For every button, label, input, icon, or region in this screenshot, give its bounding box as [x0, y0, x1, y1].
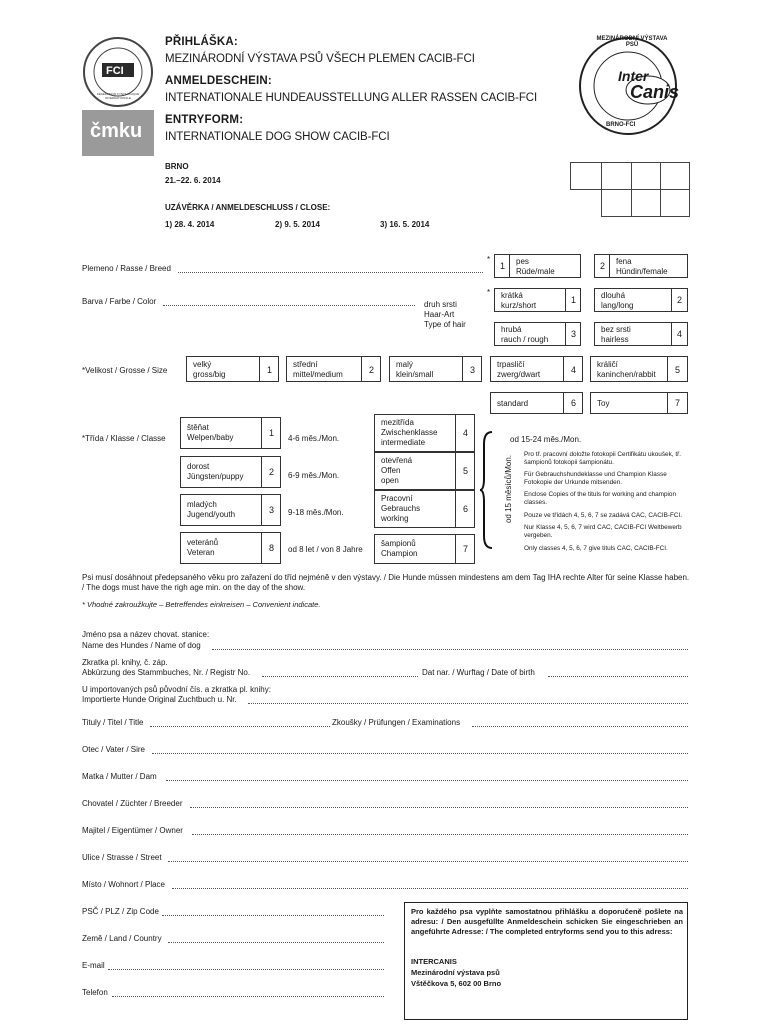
option-size-medium-num[interactable]: 2: [361, 356, 381, 382]
office-cell: [570, 162, 602, 190]
subtitle-cz: MEZINÁRODNÍ VÝSTAVA PSŮ VŠECH PLEMEN CACIB-FCI: [165, 53, 475, 65]
title-en: ENTRYFORM:: [165, 114, 244, 126]
option-male[interactable]: pes Rüde/male: [509, 254, 581, 278]
asterisk: *: [487, 288, 491, 297]
class-note-6: Only classes 4, 5, 6, 7 give tituls CAC, CACIB-FCI.: [524, 545, 668, 552]
close-date-2: 2) 9. 5. 2014: [275, 220, 320, 229]
intercanis-bottom: BRNO-FCI: [606, 122, 636, 128]
option-size-toy-num[interactable]: 7: [667, 392, 688, 414]
option-female[interactable]: fena Hündin/female: [609, 254, 688, 278]
event-city: BRNO: [165, 162, 189, 171]
option-class-puppy[interactable]: dorost Jüngsten/puppy: [180, 456, 262, 488]
option-size-dwarf[interactable]: trpasličí zwerg/dwart: [490, 356, 564, 382]
title-cz: PŘIHLÁŠKA:: [165, 36, 238, 48]
zip-label: PSČ / PLZ / Zip Code: [82, 907, 159, 916]
phone-input[interactable]: [112, 996, 384, 997]
event-dates: 21.–22. 6. 2014: [165, 176, 221, 185]
class-age-range: od 15-24 měs./Mon.: [510, 435, 582, 444]
option-size-dwarf-num[interactable]: 4: [563, 356, 583, 382]
option-class-veteran-num[interactable]: 8: [261, 532, 281, 564]
breeder-input[interactable]: [190, 807, 688, 808]
color-input-line[interactable]: [163, 305, 415, 306]
class-note-5: Nur Klasse 4, 5, 6, 7 wird CAC, CACIB-FCI Weltbewerb vergeben.: [524, 524, 682, 539]
dob-label: Dat nar. / Wurftag / Date of birth: [422, 668, 535, 677]
option-rough[interactable]: hrubá rauch / rough: [494, 322, 566, 346]
intercanis-inter: Inter: [618, 68, 649, 84]
dob-input[interactable]: [548, 676, 688, 677]
color-label: Barva / Farbe / Color: [82, 297, 157, 306]
class-brace: [480, 430, 494, 550]
office-cell: [601, 162, 632, 190]
option-short-num[interactable]: 1: [565, 288, 581, 312]
cmku-logo: [82, 110, 154, 156]
option-size-standard-num[interactable]: 6: [563, 392, 583, 414]
street-input[interactable]: [168, 861, 688, 862]
circle-hint: * Vhodné zakroužkujte – Betreffendes einkreisen – Convenient indicate.: [82, 600, 321, 609]
close-label: UZÁVĚRKA / ANMELDESCHLUSS / CLOSE:: [165, 203, 331, 212]
exams-label: Zkoušky / Prüfungen / Examinations: [332, 718, 461, 727]
titles-input[interactable]: [150, 726, 330, 727]
class-youth-age: 9-18 měs./Mon.: [288, 508, 344, 517]
option-class-intermediate-num[interactable]: 4: [455, 414, 475, 452]
class-note-3: Enclose Copies of the tituls for working and champion classes.: [524, 491, 677, 506]
option-class-baby-num[interactable]: 1: [261, 417, 281, 449]
option-hairless[interactable]: bez srsti hairless: [594, 322, 672, 346]
class-baby-age: 4-6 měs./Mon.: [288, 434, 340, 443]
option-class-open-num[interactable]: 5: [455, 452, 475, 490]
dam-label: Matka / Mutter / Dam: [82, 772, 157, 781]
owner-input[interactable]: [192, 834, 688, 835]
titles-label: Tituly / Titel / Title: [82, 718, 144, 727]
import-input[interactable]: [248, 703, 688, 704]
size-label: *Velikost / Grosse / Size: [82, 366, 168, 375]
option-long-num[interactable]: 2: [671, 288, 688, 312]
import-label-de: Importierte Hunde Original Zuchtbuch u. Nr.: [82, 695, 237, 704]
email-input[interactable]: [108, 969, 384, 970]
subtitle-en: INTERNATIONALE DOG SHOW CACIB-FCI: [165, 131, 390, 143]
option-long[interactable]: dlouhá lang/long: [594, 288, 672, 312]
option-size-rabbit[interactable]: králičí kaninchen/rabbit: [590, 356, 668, 382]
intercanis-ring-text: MEZINÁRODNÍ VÝSTAVA PSŮ: [596, 36, 668, 48]
option-class-veteran[interactable]: veteránů Veteran: [180, 532, 262, 564]
intercanis-logo: [570, 30, 690, 140]
option-class-intermediate[interactable]: mezitřída Zwischenklasse intermediate: [374, 414, 456, 452]
option-class-youth-num[interactable]: 3: [261, 494, 281, 526]
breeder-label: Chovatel / Züchter / Breeder: [82, 799, 183, 808]
title-de: ANMELDESCHEIN:: [165, 75, 272, 87]
intercanis-canis: Canis: [630, 82, 680, 102]
country-input[interactable]: [168, 942, 384, 943]
dog-name-label-en: Name des Hundes / Name of dog: [82, 641, 201, 650]
option-rough-num[interactable]: 3: [565, 322, 581, 346]
office-cell: [601, 189, 632, 217]
place-input[interactable]: [172, 888, 688, 889]
option-class-champion-num[interactable]: 7: [455, 534, 475, 564]
option-size-rabbit-num[interactable]: 5: [667, 356, 688, 382]
option-size-standard[interactable]: standard: [490, 392, 564, 414]
class-puppy-age: 6-9 měs./Mon.: [288, 471, 340, 480]
class-age-vertical: od 15 měsíců/Mon.: [504, 454, 513, 524]
option-size-medium[interactable]: střední mittel/medium: [286, 356, 362, 382]
option-size-small-num[interactable]: 3: [462, 356, 482, 382]
option-class-working-num[interactable]: 6: [455, 490, 475, 528]
option-size-small[interactable]: malý klein/small: [389, 356, 463, 382]
import-label-cz: U importovaných psů původní čís. a zkratka pl. knihy:: [82, 685, 271, 694]
fci-logo-ring-text: FÉDÉRATION CYNOLOGIQUE INTERNATIONALE: [96, 92, 140, 100]
address-line-2: Vštěčkova 5, 602 00 Brno: [411, 979, 502, 988]
address-instructions: Pro každého psa vyplňte samostatnou přihlášku a doporučeně pošlete na adresu: / Den ausgefüllte Anmeldeschein schicken Sie eingeschrieben an angeführte Adresse: / The completed entryforms send you to this adress:: [411, 907, 683, 936]
option-female-num[interactable]: 2: [594, 254, 610, 278]
studbook-label-cz: Zkratka pl. knihy, č. záp.: [82, 658, 168, 667]
option-short[interactable]: krátká kurz/short: [494, 288, 566, 312]
zip-input[interactable]: [162, 915, 384, 916]
dog-name-label-cz: Jméno psa a název chovat. stanice:: [82, 630, 210, 639]
option-class-champion[interactable]: šampionů Champion: [374, 534, 456, 564]
studbook-label-en: Abkürzung des Stammbuches, Nr. / Registr No.: [82, 668, 251, 677]
class-note-4: Pouze ve třídách 4, 5, 6, 7 se zadává CAC, CACIB-FCI.: [524, 512, 683, 519]
office-cell: [631, 162, 661, 190]
fci-logo: [82, 36, 154, 108]
option-male-num[interactable]: 1: [494, 254, 510, 278]
option-hairless-num[interactable]: 4: [671, 322, 688, 346]
cmku-logo-text: čmku: [90, 120, 143, 142]
breed-label: Plemeno / Rasse / Breed: [82, 264, 171, 273]
office-cell: [660, 189, 690, 217]
option-size-big-num[interactable]: 1: [259, 356, 279, 382]
address-line-1: Mezinárodní výstava psů: [411, 968, 500, 977]
asterisk: *: [487, 255, 491, 264]
class-note-2: Für Gebrauchshundeklasse und Champion Klasse Fotokopie der Urkunde mitsenden.: [524, 471, 667, 486]
studbook-input[interactable]: [262, 676, 418, 677]
class-note-1: Pro tř. pracovní doložte fotokopii Certifikátu ukoušek, tř. šampionů fotokopii šampionátu.: [524, 451, 681, 466]
email-label: E-mail: [82, 961, 105, 970]
option-size-toy[interactable]: Toy: [590, 392, 668, 414]
option-class-baby[interactable]: štěňat Welpen/baby: [180, 417, 262, 449]
option-size-big[interactable]: velký gross/big: [186, 356, 260, 382]
street-label: Ulice / Strasse / Street: [82, 853, 162, 862]
class-label: *Třída / Klasse / Classe: [82, 434, 166, 443]
sire-input[interactable]: [152, 753, 688, 754]
dam-input[interactable]: [166, 780, 688, 781]
phone-label: Telefon: [82, 988, 108, 997]
country-label: Země / Land / Country: [82, 934, 162, 943]
owner-label: Majitel / Eigentümer / Owner: [82, 826, 183, 835]
office-cell: [631, 189, 661, 217]
subtitle-de: INTERNATIONALE HUNDEAUSSTELLUNG ALLER RASSEN CACIB-FCI: [165, 92, 538, 104]
option-class-youth[interactable]: mladých Jugend/youth: [180, 494, 262, 526]
office-cell: [660, 162, 690, 190]
address-box: [404, 902, 688, 1020]
fci-logo-text: FCI: [106, 65, 124, 77]
age-rule-notice: Psi musí dosáhnout předepsaného věku pro zařazení do tříd nejméně v den výstavy. / Die Hunde müssen mindestens am dem Tag IHA rechte Alter für seine Klasse haben. / The dogs must have the righ age min. on the day of the show.: [82, 573, 690, 592]
option-class-open[interactable]: otevřená Offen open: [374, 452, 456, 490]
close-date-1: 1) 28. 4. 2014: [165, 220, 215, 229]
option-class-puppy-num[interactable]: 2: [261, 456, 281, 488]
dog-name-input[interactable]: [212, 649, 688, 650]
sire-label: Otec / Vater / Sire: [82, 745, 145, 754]
place-label: Místo / Wohnort / Place: [82, 880, 165, 889]
class-veteran-age: od 8 let / von 8 Jahre: [288, 545, 363, 554]
hair-type-label: druh srsti Haar-Art Type of hair: [424, 300, 466, 329]
exams-input[interactable]: [472, 726, 688, 727]
breed-input-line[interactable]: [178, 272, 483, 273]
close-date-3: 3) 16. 5. 2014: [380, 220, 430, 229]
address-name: INTERCANIS: [411, 957, 457, 966]
option-class-working[interactable]: Pracovní Gebrauchs working: [374, 490, 456, 528]
